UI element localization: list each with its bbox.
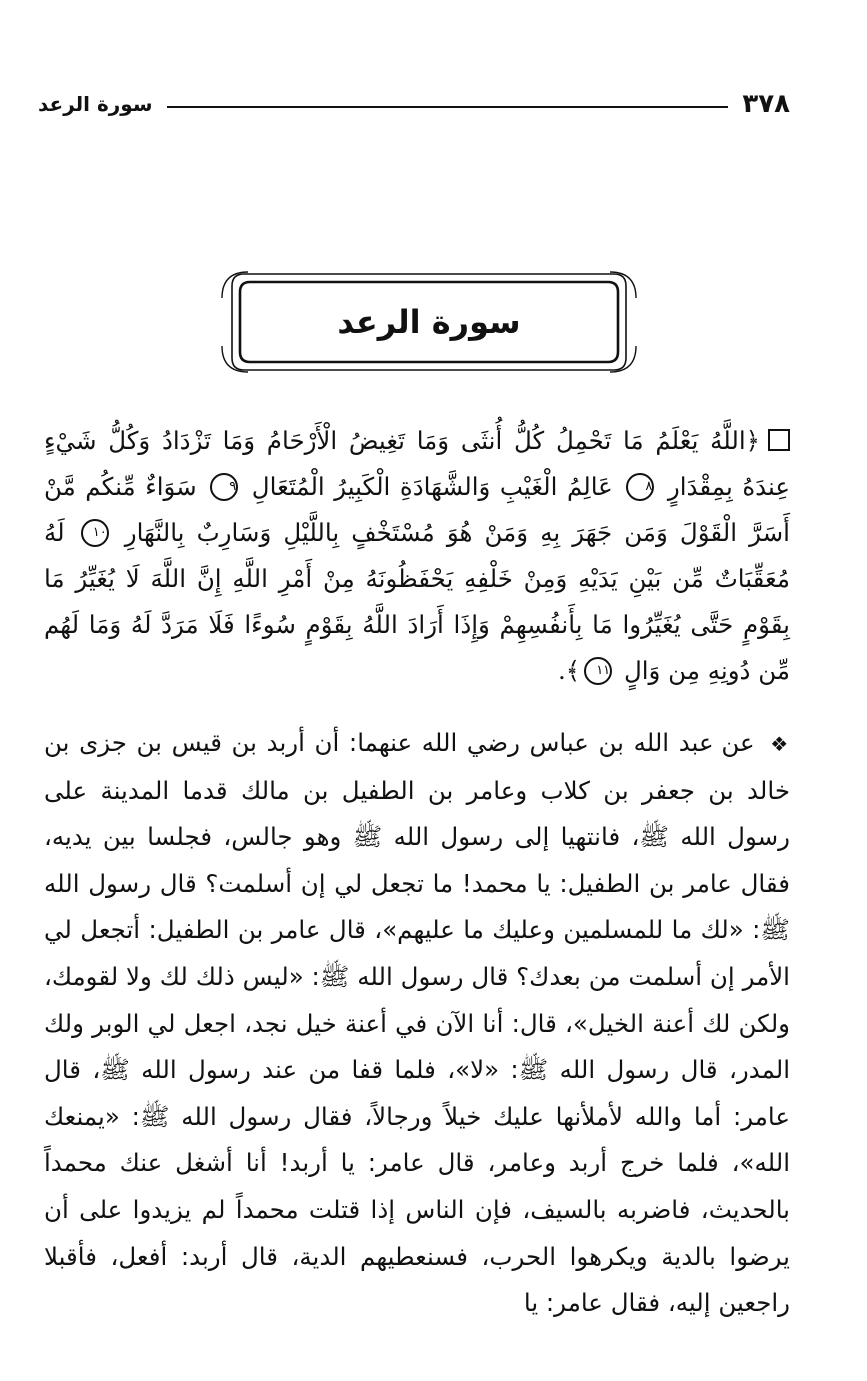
verse-closing: ﴾. <box>558 656 581 685</box>
running-title: سورة الرعد <box>38 92 153 116</box>
surah-title: سورة الرعد <box>337 303 521 341</box>
verse-number-marker: ٨ <box>626 473 654 501</box>
hadith-text: عن عبد الله بن عباس رضي الله عنهما: أن أربد بن قيس بن جزى بن خالد بن جعفر بن كلاب وعامر بن الطفيل بن مالك قدما المدينة على رسول الله ﷺ، فانتهيا إلى رسول الله ﷺ وهو جالس، فجلسا بين يديه، فقال عامر بن الطفيل: يا محمد! ما تجعل لي إن أسلمت؟ قال رسول الله ﷺ: «لك ما للمسلمين وعليك ما عليهم»، قال عامر بن الطفيل: أتجعل لي الأمر إن أسلمت من بعدك؟ قال رسول الله ﷺ: «ليس ذلك لك ولا لقومك، ولكن لك أعنة الخيل»، قال: أنا الآن في أعنة خيل نجد، اجعل لي الوبر ولك المدر، قال رسول الله ﷺ: «لا»، فلما قفا من عند رسول الله ﷺ، قال عامر: أما والله لأملأنها عليك خيلاً ورجالاً، فقال رسول الله ﷺ: «يمنعك الله»، فلما خرج أربد وعامر، قال عامر: يا أربد! أنا أشغل عنك محمداً بالحديث، فاضربه بالسيف، فإن الناس إذا قتلت محمداً لم يزيدوا على أن يرضوا بالدية ويكرهوا الحرب، فسنعطيهم الدية، قال أربد: أفعل، فأقبلا راجعين إليه، فقال عامر: يا <box>44 728 790 1318</box>
quran-passage <box>44 418 790 694</box>
verse-number-marker: ١١ <box>584 657 612 685</box>
verse-number-marker: ٩ <box>210 473 238 501</box>
running-header <box>38 86 790 122</box>
checkbox-square-icon <box>768 429 790 451</box>
verse-number-marker: ١٠ <box>81 519 109 547</box>
hadith-paragraph <box>44 720 790 1327</box>
header-rule <box>167 106 729 108</box>
verse-text: ﴿اللَّهُ يَعْلَمُ مَا تَحْمِلُ كُلُّ أُنثَى وَمَا تَغِيضُ الْأَرْحَامُ وَمَا تَزْدَادُ وَكُلُّ شَيْءٍ عِندَهُ بِمِقْدَارٍ <box>44 426 791 501</box>
verse-text: لَهُ مُعَقِّبَاتٌ مِّن بَيْنِ يَدَيْهِ وَمِنْ خَلْفِهِ يَحْفَظُونَهُ مِنْ أَمْرِ اللَّهِ إِنَّ اللَّهَ لَا يُغَيِّرُ مَا بِقَوْمٍ حَتَّى يُغَيِّرُوا مَا بِأَنفُسِهِمْ وَإِذَا أَرَادَ اللَّهُ بِقَوْمٍ سُوءًا فَلَا مَرَدَّ لَهُ وَمَا لَهُم مِّن دُونِهِ مِن وَالٍ <box>44 518 790 685</box>
page-number: ٣٧٨ <box>742 89 790 119</box>
verse-text: عَالِمُ الْغَيْبِ وَالشَّهَادَةِ الْكَبِيرُ الْمُتَعَالِ <box>251 472 613 501</box>
diamond-bullet-icon: ❖ <box>770 732 790 756</box>
verse-text: سَوَاءٌ مِّنكُم مَّنْ أَسَرَّ الْقَوْلَ وَمَن جَهَرَ بِهِ وَمَنْ هُوَ مُسْتَخْفٍ بِاللَّيْلِ وَسَارِبٌ بِالنَّهَارِ <box>44 472 790 547</box>
surah-title-frame <box>218 268 640 376</box>
